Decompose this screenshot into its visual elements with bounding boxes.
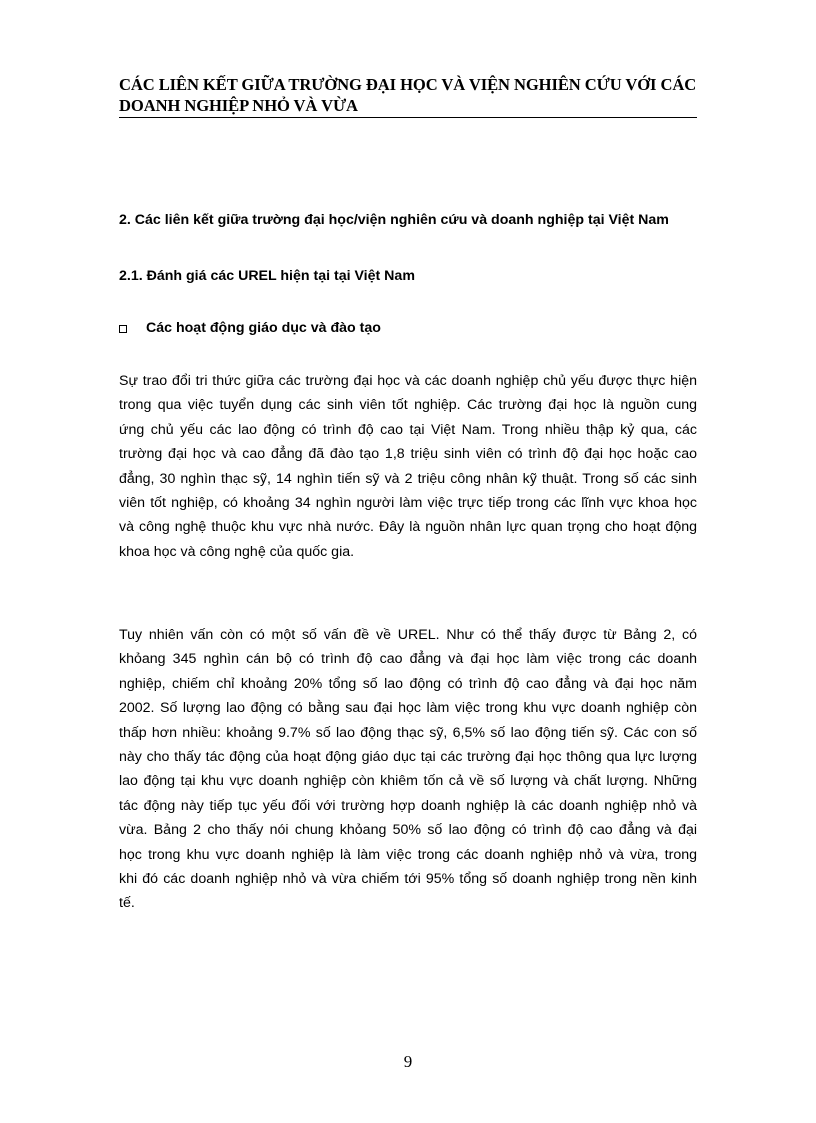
paragraph-line: ứng chủ yếu các lao động có trình độ cao tại Việt Nam. Trong nhiều thập kỷ qua, các (119, 421, 697, 438)
paragraph-line: khoa học và công nghệ của quốc gia. (119, 543, 355, 560)
subsection-heading: 2.1. Đánh giá các UREL hiện tại tại Việt Nam (119, 268, 415, 284)
bullet-heading-row (119, 320, 381, 336)
page-number: 9 (403, 1052, 413, 1071)
bullet-heading: Các hoạt động giáo dục và đào tạo (146, 320, 381, 336)
paragraph-line: 2002. Số lượng lao động có bằng sau đại học làm việc trong khu vực doanh nghiệp còn (119, 700, 697, 717)
paragraph-line: thấp hơn nhiều: khoảng 9.7% số lao động thạc sỹ, 6,5% số lao động tiến sỹ. Các con số (119, 724, 697, 741)
paragraph-line: trường đại học và cao đẳng đã đào tạo 1,8 triệu sinh viên có trình độ đại học hoặc cao (119, 446, 697, 463)
paragraph-line: học trong khu vực doanh nghiệp là làm việc trong các doanh nghiệp nhỏ và vừa, trong (119, 846, 697, 863)
paragraph-line: khi đó các doanh nghiệp nhỏ và vừa chiếm tới 95% tổng số doanh nghiệp trong nền kinh (119, 871, 697, 888)
paragraph-line: lao động tại khu vực doanh nghiệp còn khiêm tốn cả về số lượng và chất lượng. Những (119, 773, 697, 790)
paragraph-line: này cho thấy tác động của hoạt động giáo dục tại các trường đại học thông qua lực lượng (119, 749, 697, 766)
paragraph-2 (119, 623, 697, 916)
paragraph-line: tế. (119, 895, 135, 912)
paragraph-line: nghiệp, chiếm chỉ khoảng 20% tổng số lao động có trình độ cao đẳng và đại học năm (119, 675, 697, 692)
paragraph-line: viên tốt nghiệp, có khoảng 34 nghìn người làm việc trực tiếp trong các lĩnh vực khoa học (119, 495, 697, 512)
paragraph-line: Tuy nhiên vấn còn có một số vấn đề về UREL. Như có thể thấy được từ Bảng 2, có (119, 627, 697, 643)
paragraph-line: vừa. Bảng 2 cho thấy nói chung khỏang 50% số lao động có trình độ cao đẳng và đại (119, 822, 697, 839)
running-header-line-2: DOANH NGHIỆP NHỎ VÀ VỪA (119, 96, 358, 115)
paragraph-line: khỏang 345 nghìn cán bộ có trình độ cao đẳng và đại học làm việc trong các doanh (119, 651, 697, 668)
section-heading: 2. Các liên kết giữa trường đại học/viện nghiên cứu và doanh nghiệp tại Việt Nam (119, 212, 669, 228)
paragraph-line: đẳng, 30 nghìn thạc sỹ, 14 nghìn tiến sỹ và 2 triệu công nhân kỹ thuật. Trong số các sinh (119, 470, 697, 487)
paragraph-1 (119, 369, 697, 564)
paragraph-line: trong qua việc tuyển dụng các sinh viên tốt nghiệp. Các trường đại học là nguồn cung (119, 397, 697, 414)
running-header (119, 74, 697, 118)
paragraph-line: và công nghệ thuộc khu vực nhà nước. Đây là nguồn nhân lực quan trọng cho hoạt động (119, 519, 697, 536)
paragraph-line: Sự trao đổi tri thức giữa các trường đại học và các doanh nghiệp chủ yếu được thực hiện (119, 373, 697, 389)
square-bullet-icon (119, 325, 127, 333)
paragraph-line: tác động này tiếp tục yếu đối với trường hợp doanh nghiệp là các doanh nghiệp nhỏ và (119, 797, 697, 814)
running-header-line-1: CÁC LIÊN KẾT GIỮA TRƯỜNG ĐẠI HỌC VÀ VIỆN NGHIÊN CỨU VỚI CÁC (119, 75, 697, 94)
